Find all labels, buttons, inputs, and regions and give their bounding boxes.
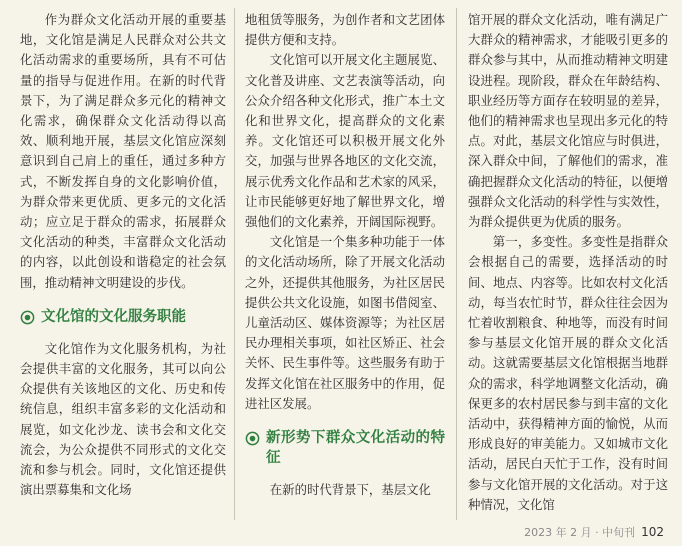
- section-heading-text: 新形势下群众文化活动的特征: [266, 430, 445, 467]
- column-2: [245, 10, 445, 516]
- column-divider: [234, 8, 235, 520]
- issue-label: 2023 年 2 月 · 中旬刊: [524, 526, 636, 539]
- paragraph: 文化馆可以开展文化主题展览、文化普及讲座、文艺表演等活动，向公众介绍各种文化形式，推广本土文化和世界文化，提高群众的文化素养。文化馆还可以积极开展文化外交，加强与世界各地区的文化交流，展示优秀文化作品和艺术家的风采，让市民能够更好地了解世界文化，增强他们的文化素养，开阔国际视野。: [245, 52, 445, 230]
- page-footer: [524, 524, 664, 540]
- column-divider: [456, 8, 457, 520]
- column-1: [20, 10, 226, 516]
- paragraph: 馆开展的群众文化活动，唯有满足广大群众的精神需求，才能吸引更多的群众参与其中，从而推动精神文明建设进程。现阶段，群众在年龄结构、职业经历等方面存在较明显的差异，他们的精神需求也呈现出多元化的特点。对此，基层文化馆应与时俱进，深入群众中间，了解他们的需求，准确把握群众文化活动的特征，以便增强群众文化活动的科学性与实效性，为群众提供更为优质的服务。: [468, 12, 668, 230]
- paragraph: 地租赁等服务，为创作者和文艺团体提供方便和支持。: [245, 12, 445, 48]
- section-heading-text: 文化馆的文化服务职能: [41, 308, 186, 325]
- paragraph: 在新的时代背景下，基层文化: [269, 482, 431, 498]
- section-heading-service: [20, 307, 226, 327]
- paragraph: 第一，多变性。多变性是指群众会根据自己的需要，选择活动的时间、地点、内容等。比如农村文化活动，每当农忙时节，群众往往会因为忙着收割粮食、种地等，而没有时间参与基层文化馆开展的群众文化活动。这就需要基层文化馆根据当地群众的需求，科学地调整文化活动，确保更多的农村居民参与到丰富的文化活动中，获得精神方面的愉悦，从而形成良好的审美能力。又如城市文化活动，居民白天忙于工作，没有时间参与文化馆开展的文化活动。对于这种情况，文化馆: [468, 234, 668, 512]
- paragraph: 文化馆是一个集多种功能于一体的文化活动场所，除了开展文化活动之外，还提供其他服务，为社区居民提供公共文化设施，如图书借阅室、儿童活动区、媒体资源等；为社区居民办理相关事项，如社区矫正、社会关怀、民生事件等。这些服务有助于发挥文化馆在社区服务中的作用，促进社区发展。: [245, 234, 445, 411]
- paragraph: 作为群众文化活动开展的重要基地，文化馆是满足人民群众对公共文化活动需求的重要场所，具有不可估量的指导与促进作用。在新的时代背景下，为了满足群众多元化的精神文化需求，确保群众文化活动得以高效、顺利地开展，基层文化馆应深刻意识到自己肩上的重任，通过多种方式，不断发挥自身的文化影响价值，为群众带来更优质、更多元的文化活动；应立足于群众的需求，拓展群众文化活动的种类，丰富群众文化活动的内容，以此创设和谐稳定的社会氛围，推动精神文明建设的步伐。: [20, 12, 226, 290]
- column-3: [468, 10, 668, 516]
- section-heading-features: [245, 428, 445, 468]
- circle-bullet-icon: [245, 431, 260, 446]
- page-number: 102: [641, 525, 664, 539]
- circle-bullet-icon: [20, 310, 35, 325]
- paragraph: 文化馆作为文化服务机构，为社会提供丰富的文化服务，其可以向公众提供有关该地区的文化、历史和传统信息，组织丰富多彩的文化活动和展览，如文化沙龙、读书会和文化交流会，为公众提供不同形式的文化交流和参与机会。同时，文化馆还提供演出票募集和文化场: [20, 340, 226, 498]
